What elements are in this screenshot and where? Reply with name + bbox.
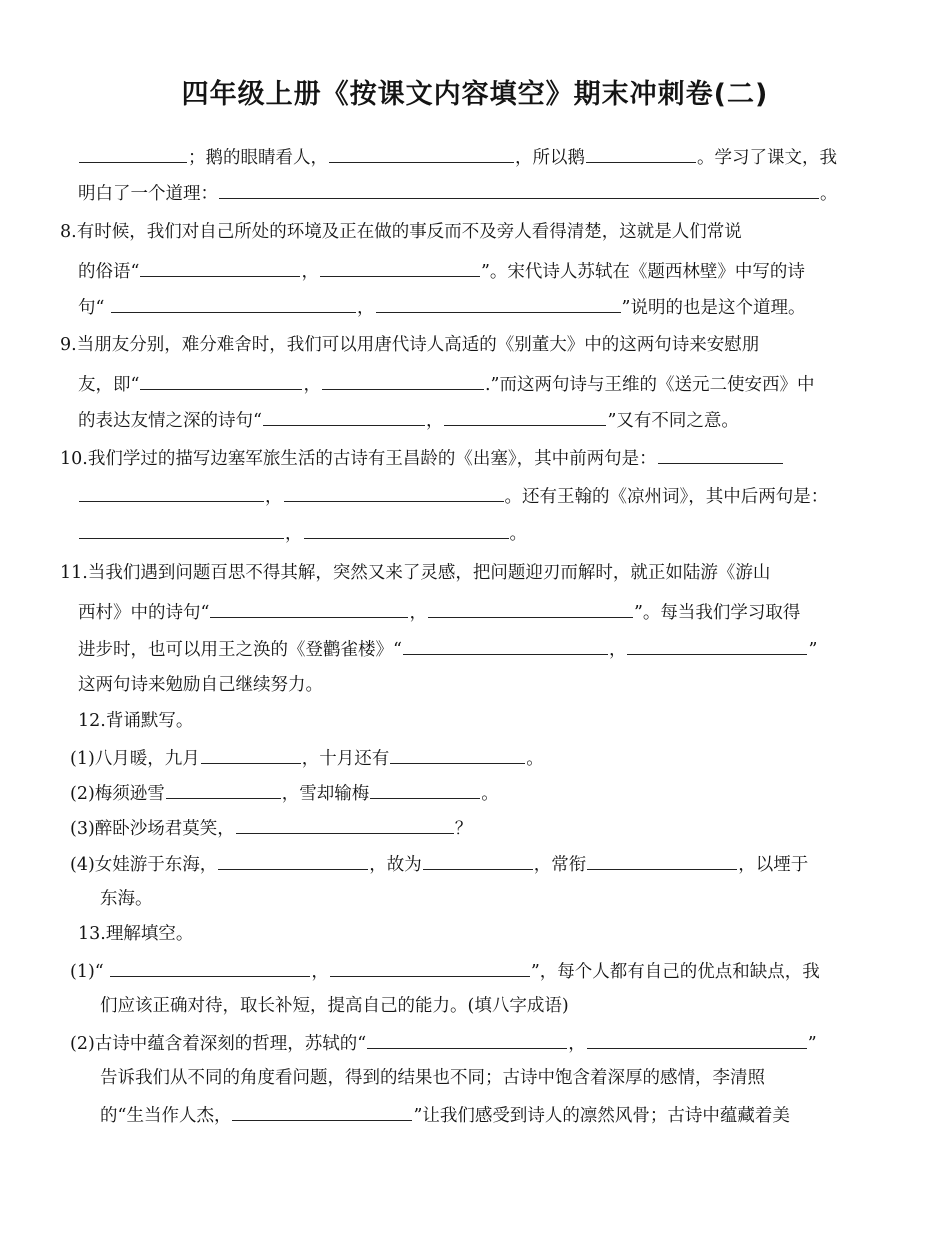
answer-blank[interactable] bbox=[658, 443, 783, 464]
line-text: ”说明的也是这个道理。 bbox=[621, 298, 806, 318]
answer-blank[interactable] bbox=[329, 142, 514, 163]
text-line bbox=[78, 634, 817, 662]
line-text: 东海。 bbox=[100, 889, 153, 909]
line-text: ， bbox=[265, 487, 283, 507]
line-text: 9.当朋友分别，难分难舍时，我们可以用唐代诗人高适的《别董大》中的这两句诗来安慰朋 bbox=[60, 335, 760, 355]
line-text: 。 bbox=[509, 524, 527, 544]
line-text: .”而这两句诗与王维的《送元二使安西》中 bbox=[484, 375, 815, 395]
line-text: 。还有王翰的《凉州词》，其中后两句是： bbox=[504, 487, 829, 507]
line-text: ，所以鹅 bbox=[515, 148, 585, 168]
answer-blank[interactable] bbox=[140, 256, 300, 277]
answer-blank[interactable] bbox=[166, 778, 281, 799]
answer-blank[interactable] bbox=[367, 1028, 567, 1049]
text-line bbox=[78, 369, 814, 397]
text-line bbox=[78, 292, 805, 320]
answer-blank[interactable] bbox=[376, 292, 621, 313]
line-text: ”。宋代诗人苏轼在《题西林壁》中写的诗 bbox=[480, 262, 805, 282]
answer-blank[interactable] bbox=[423, 849, 533, 870]
answer-blank[interactable] bbox=[322, 369, 484, 390]
line-text: (4)女娃游于东海， bbox=[70, 855, 218, 875]
answer-blank[interactable] bbox=[236, 813, 454, 834]
text-line bbox=[100, 1064, 765, 1092]
line-text: ，以堙于 bbox=[738, 855, 809, 875]
line-text: 。学习了课文，我 bbox=[697, 148, 837, 168]
text-line bbox=[70, 849, 808, 877]
line-text: ，常衔 bbox=[533, 855, 587, 875]
line-text: 的俗语“ bbox=[78, 262, 140, 282]
text-line bbox=[70, 956, 820, 984]
line-text: 。 bbox=[526, 749, 544, 769]
line-text: 们应该正确对待，取长补短，提高自己的能力。(填八字成语) bbox=[100, 996, 569, 1016]
answer-blank[interactable] bbox=[586, 142, 696, 163]
answer-blank[interactable] bbox=[263, 405, 425, 426]
line-text: ；鹅的眼睛看人， bbox=[188, 148, 328, 168]
line-text: 13.理解填空。 bbox=[78, 924, 194, 944]
text-line bbox=[100, 992, 569, 1020]
line-text: ， bbox=[608, 640, 627, 660]
text-line bbox=[78, 518, 527, 546]
answer-blank[interactable] bbox=[110, 956, 310, 977]
line-text: ，十月还有 bbox=[301, 749, 390, 769]
line-text: ， bbox=[357, 298, 375, 318]
line-text: 11.当我们遇到问题百思不得其解，突然又来了灵感，把问题迎刃而解时，就正如陆游《游山 bbox=[60, 563, 771, 583]
answer-blank[interactable] bbox=[79, 481, 264, 502]
line-text: (2)古诗中蕴含着深刻的哲理，苏轼的“ bbox=[70, 1034, 367, 1054]
answer-blank[interactable] bbox=[444, 405, 606, 426]
answer-blank[interactable] bbox=[218, 849, 368, 870]
line-text: ”又有不同之意。 bbox=[607, 411, 739, 431]
line-text: ”，每个人都有自己的优点和缺点，我 bbox=[530, 962, 820, 982]
answer-blank[interactable] bbox=[140, 369, 302, 390]
line-text: ， bbox=[311, 962, 329, 982]
line-text: ， bbox=[425, 411, 444, 431]
text-line bbox=[60, 331, 759, 359]
text-line bbox=[78, 597, 800, 625]
text-line bbox=[78, 142, 837, 170]
line-text: ， bbox=[285, 524, 303, 544]
text-line bbox=[78, 920, 193, 948]
answer-blank[interactable] bbox=[587, 1028, 807, 1049]
answer-blank[interactable] bbox=[79, 142, 187, 163]
page-title: 四年级上册《按课文内容填空》期末冲刺卷(二) bbox=[181, 79, 769, 110]
answer-blank[interactable] bbox=[627, 634, 807, 655]
line-text: ？ bbox=[454, 819, 473, 839]
text-line bbox=[70, 778, 499, 806]
line-text: (1)八月暖，九月 bbox=[70, 749, 200, 769]
answer-blank[interactable] bbox=[201, 743, 301, 764]
line-text: ” bbox=[807, 1034, 817, 1054]
answer-blank[interactable] bbox=[330, 956, 530, 977]
line-text: 的表达友情之深的诗句“ bbox=[78, 411, 262, 431]
line-text: (3)醉卧沙场君莫笑， bbox=[70, 819, 235, 839]
text-line bbox=[78, 405, 739, 433]
answer-blank[interactable] bbox=[210, 597, 408, 618]
line-text: ， bbox=[301, 262, 319, 282]
text-line bbox=[78, 707, 193, 735]
answer-blank[interactable] bbox=[284, 481, 504, 502]
line-text: 友，即“ bbox=[78, 375, 140, 395]
answer-blank[interactable] bbox=[428, 597, 633, 618]
answer-blank[interactable] bbox=[403, 634, 608, 655]
answer-blank[interactable] bbox=[111, 292, 356, 313]
line-text: 10.我们学过的描写边塞军旅生活的古诗有王昌龄的《出塞》，其中前两句是： bbox=[60, 449, 657, 469]
line-text: ， bbox=[409, 603, 427, 623]
text-line bbox=[60, 443, 784, 471]
answer-blank[interactable] bbox=[79, 518, 284, 539]
answer-blank[interactable] bbox=[232, 1100, 412, 1121]
line-text: 进步时，也可以用王之涣的《登鹳雀楼》“ bbox=[78, 640, 402, 660]
answer-blank[interactable] bbox=[219, 178, 819, 199]
answer-blank[interactable] bbox=[587, 849, 737, 870]
text-line bbox=[78, 671, 323, 699]
text-line bbox=[70, 813, 472, 841]
text-line bbox=[60, 559, 770, 587]
text-line bbox=[100, 885, 153, 913]
line-text: 12.背诵默写。 bbox=[78, 711, 194, 731]
text-line bbox=[60, 218, 742, 246]
line-text: ，雪却输梅 bbox=[281, 784, 370, 804]
text-line bbox=[70, 743, 544, 771]
text-line bbox=[78, 256, 805, 284]
line-text: 句“ bbox=[78, 298, 111, 318]
line-text: 8.有时候，我们对自己所处的环境及正在做的事反而不及旁人看得清楚，这就是人们常说 bbox=[60, 222, 742, 242]
line-text: 明白了一个道理： bbox=[78, 184, 218, 204]
text-line bbox=[78, 481, 828, 509]
line-text: ，故为 bbox=[369, 855, 422, 875]
line-text: 西村》中的诗句“ bbox=[78, 603, 210, 623]
text-line bbox=[70, 1028, 817, 1056]
line-text: 告诉我们从不同的角度看问题，得到的结果也不同；古诗中饱含着深厚的感情，李清照 bbox=[100, 1068, 765, 1088]
answer-blank[interactable] bbox=[304, 518, 509, 539]
answer-blank[interactable] bbox=[370, 778, 480, 799]
line-text: ， bbox=[568, 1034, 586, 1054]
line-text: (2)梅须逊雪 bbox=[70, 784, 165, 804]
line-text: ”让我们感受到诗人的凛然风骨；古诗中蕴藏着美 bbox=[413, 1106, 790, 1126]
line-text: ”。每当我们学习取得 bbox=[633, 603, 801, 623]
text-line bbox=[100, 1100, 790, 1128]
answer-blank[interactable] bbox=[390, 743, 525, 764]
text-line bbox=[78, 178, 838, 206]
line-text: (1)“ bbox=[70, 962, 110, 982]
line-text: 这两句诗来勉励自己继续努力。 bbox=[78, 675, 323, 695]
line-text: ， bbox=[303, 375, 321, 395]
line-text: 的“生当作人杰， bbox=[100, 1106, 232, 1126]
line-text: ” bbox=[808, 640, 818, 660]
answer-blank[interactable] bbox=[320, 256, 480, 277]
line-text: 。 bbox=[820, 184, 838, 204]
line-text: 。 bbox=[481, 784, 499, 804]
